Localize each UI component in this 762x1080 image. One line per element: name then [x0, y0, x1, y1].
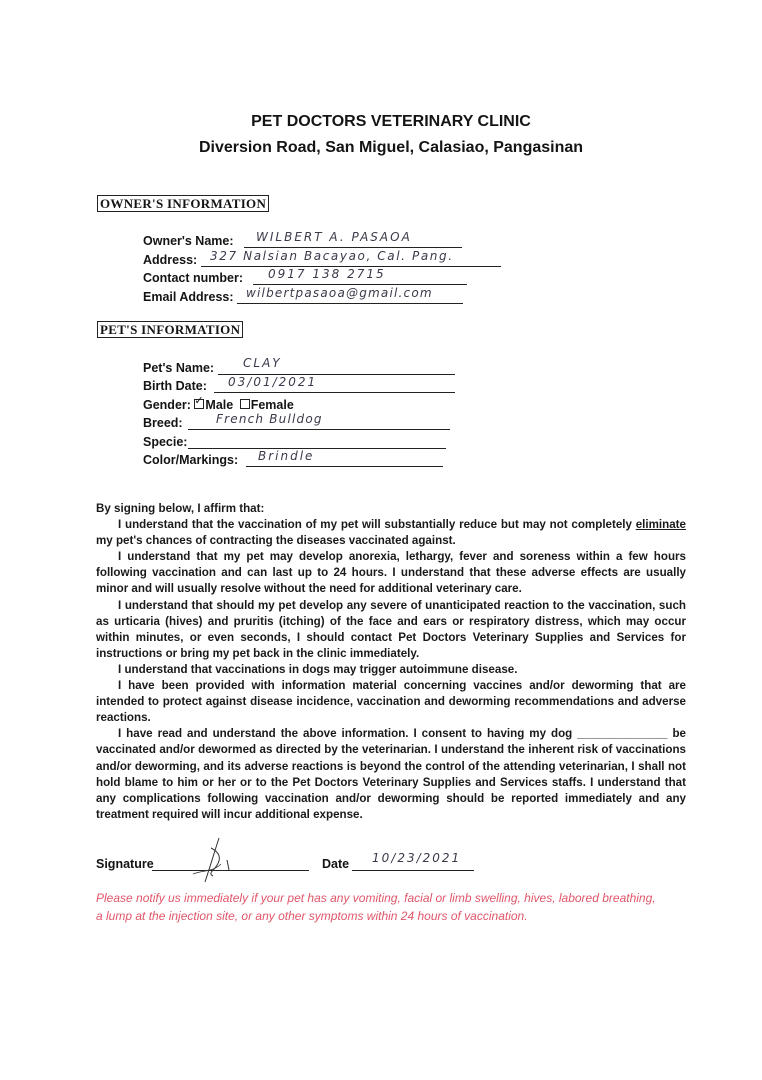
- breed-label: Breed:: [143, 416, 183, 430]
- birth-date-line: [214, 392, 455, 393]
- pet-name-label: Pet's Name:: [143, 361, 215, 375]
- color-value: Brindle: [258, 449, 315, 463]
- clinic-address: Diversion Road, San Miguel, Calasiao, Pangasinan: [198, 139, 584, 156]
- signature-label: Signature: [96, 857, 154, 871]
- female-checkbox[interactable]: [240, 399, 250, 409]
- pet-section-title: PET'S INFORMATION: [97, 321, 243, 338]
- consent-paragraph-6: I have read and understand the above information. I consent to having my dog ______________ be vaccinated and/or dewormed as directed by the veterinarian. I understand the inherent risk of vaccinations and/or deworming, and its adverse reactions is beyond the control of the attending veterinarian, I shall not hold blame to him or her or to the Pet Doctors Veterinary Supplies and Services staffs. I understand that any complications following vaccination and/or deworming should be reported immediately and any treatment required will incur additional expense.: [96, 727, 686, 821]
- clinic-name: PET DOCTORS VETERINARY CLINIC: [251, 113, 531, 130]
- address-label: Address:: [143, 253, 198, 267]
- owner-section-title: OWNER'S INFORMATION: [97, 195, 269, 212]
- male-check-mark: ✓: [194, 395, 204, 407]
- consent-paragraph-3: I understand that should my pet develop any severe of unanticipated reaction to the vaccination, such as urticaria (hives) and pruritis (itching) of the face and ears or respiratory distress, which may occur within minutes, or even seconds, I should contact Pet Doctors Veterinary Supplies and Services for instructions or bring my pet back in the clinic immediately.: [96, 598, 686, 660]
- email-line: [237, 303, 463, 304]
- contact-line: [253, 284, 467, 285]
- male-checkbox[interactable]: [194, 395, 204, 409]
- contact-label: Contact number:: [143, 271, 243, 285]
- consent-paragraph-4: I understand that vaccinations in dogs may trigger autoimmune disease.: [118, 662, 518, 676]
- dog-name-blank[interactable]: ______________: [577, 727, 668, 741]
- email-value: wilbertpasaoa@gmail.com: [246, 286, 433, 300]
- owner-name-line: [244, 247, 462, 248]
- breed-value: French Bulldog: [216, 412, 323, 426]
- consent-text: [96, 501, 686, 823]
- specie-line: [188, 448, 446, 449]
- female-label: Female: [250, 398, 294, 412]
- consent-paragraph-5: I have been provided with information material concerning vaccines and/or deworming that are intended to protect against disease incidence, vaccination and deworming recommendations and adverse reactions.: [96, 679, 686, 725]
- date-value: 10/23/2021: [372, 851, 462, 865]
- date-line: [352, 870, 474, 871]
- consent-paragraph-1: I understand that the vaccination of my pet will substantially reduce but may not completely eliminate my pet's chances of contracting the diseases vaccinated against.: [96, 518, 686, 548]
- color-label: Color/Markings:: [143, 453, 239, 467]
- consent-paragraph-2: I understand that my pet may develop anorexia, lethargy, fever and soreness within a few hours following vaccination and can last up to 24 hours. I understand that these adverse effects are usually minor and will usually resolve without the need for additional veterinary care.: [96, 550, 686, 596]
- gender-label: Gender:: [143, 398, 191, 412]
- email-label: Email Address:: [143, 290, 234, 304]
- specie-label: Specie:: [143, 435, 188, 449]
- aftercare-notice: Please notify us immediately if your pet has any vomiting, facial or limb swelling, hives, labored breathing, a lump at the injection site, or any other symptoms within 24 hours of vaccination.: [96, 891, 656, 923]
- owner-name-label: Owner's Name:: [143, 234, 234, 248]
- breed-line: [188, 429, 450, 430]
- color-line: [246, 466, 443, 467]
- handwritten-signature: [185, 834, 245, 886]
- pet-name-value: CLAY: [243, 356, 282, 370]
- contact-value: 0917 138 2715: [268, 267, 386, 281]
- gender-row: [143, 395, 294, 412]
- address-value: 327 Nalsian Bacayao, Cal. Pang.: [210, 249, 454, 263]
- date-label: Date: [322, 857, 350, 871]
- birth-date-value: 03/01/2021: [228, 375, 318, 389]
- consent-intro: By signing below, I affirm that:: [96, 502, 265, 515]
- owner-name-value: WILBERT A. PASAOA: [256, 230, 412, 244]
- birth-date-label: Birth Date:: [143, 379, 207, 393]
- male-label: Male: [205, 398, 234, 412]
